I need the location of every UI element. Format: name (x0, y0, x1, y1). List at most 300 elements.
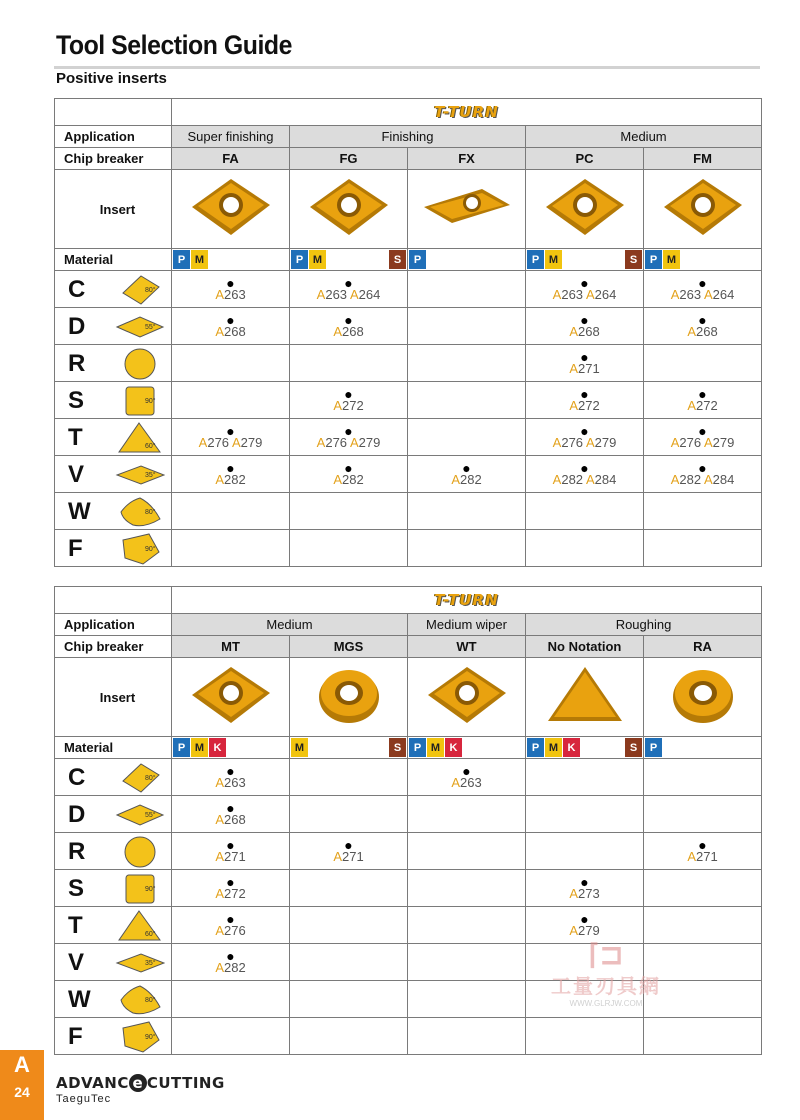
shape-letter: D (68, 801, 86, 828)
shape-f-icon (115, 1020, 165, 1054)
material-badge-m: M (309, 250, 326, 269)
material-badge-p: P (291, 250, 308, 269)
shape-angle-label: 35° (145, 472, 156, 479)
material-badge-p: P (409, 738, 426, 757)
application-header: Super finishing (172, 126, 290, 148)
chip-breaker-header: FX (408, 148, 526, 170)
reference-cell (526, 833, 644, 870)
reference-cell (172, 345, 290, 382)
reference-cell[interactable] (526, 870, 644, 907)
shape-s-icon (115, 872, 165, 906)
page-references[interactable] (526, 473, 643, 486)
page-reference-link[interactable]: A276 (316, 434, 348, 450)
page-reference-link[interactable]: A276 (198, 434, 230, 450)
page-references[interactable] (644, 436, 761, 449)
watermark (536, 940, 676, 1008)
table-row (55, 493, 762, 530)
reference-cell (290, 759, 408, 796)
reference-cell[interactable] (644, 419, 762, 456)
watermark-text: 工量刃具網 (551, 976, 661, 998)
availability-dot-icon: ● (580, 459, 589, 476)
page-references[interactable] (644, 850, 761, 863)
material-badge-s: S (625, 250, 642, 269)
insert-image-cell (290, 658, 408, 737)
table-row (55, 530, 762, 567)
reference-cell (644, 796, 762, 833)
round-hole-insert-icon (658, 663, 748, 727)
material-badge-m: M (191, 738, 208, 757)
page-reference-link[interactable]: A263 (670, 286, 702, 302)
reference-cell (526, 493, 644, 530)
page-reference-link[interactable]: A272 (215, 885, 246, 901)
page-references[interactable] (290, 399, 407, 412)
reference-cell (408, 382, 526, 419)
availability-dot-icon: ● (580, 385, 589, 402)
reference-cell (644, 493, 762, 530)
page-references[interactable] (172, 325, 289, 338)
shape-letter: T (68, 912, 83, 939)
availability-dot-icon: ● (344, 274, 353, 291)
page-reference-link[interactable]: A276 (215, 922, 246, 938)
round-hole-insert-icon (304, 663, 394, 727)
page-references[interactable] (172, 436, 289, 449)
availability-dot-icon: ● (226, 910, 235, 927)
material-badge-p: P (527, 738, 544, 757)
availability-dot-icon: ● (226, 947, 235, 964)
shape-angle-label: 80° (145, 997, 156, 1004)
material-badge-m: M (191, 250, 208, 269)
reference-cell[interactable] (172, 796, 290, 833)
page-reference-link[interactable]: A263 (316, 286, 348, 302)
page-reference-link[interactable]: A282 (215, 959, 246, 975)
reference-cell[interactable] (290, 456, 408, 493)
material-badge-p: P (173, 738, 190, 757)
material-cell (172, 249, 290, 271)
page-number: 24 (14, 1084, 30, 1100)
reference-cell[interactable] (526, 419, 644, 456)
shape-angle-label: 80° (145, 775, 156, 782)
shape-letter: S (68, 387, 85, 414)
material-badge-s: S (389, 250, 406, 269)
shape-s-icon (115, 384, 165, 418)
page-reference-link[interactable]: A271 (687, 848, 718, 864)
table-row (55, 456, 762, 493)
logo-e-icon: e (129, 1074, 147, 1092)
availability-dot-icon: ● (580, 274, 589, 291)
chip-breaker-header: FA (172, 148, 290, 170)
chip-breaker-header: MGS (290, 636, 408, 658)
page-reference-link[interactable]: A276 (670, 434, 702, 450)
shape-letter: W (68, 498, 91, 525)
page-references[interactable] (290, 473, 407, 486)
material-label: Material (55, 249, 172, 271)
material-badge-k: K (209, 738, 226, 757)
shape-cell (55, 870, 172, 907)
availability-dot-icon: ● (226, 311, 235, 328)
material-cell (290, 737, 408, 759)
reference-cell (644, 530, 762, 567)
reference-cell[interactable] (172, 833, 290, 870)
reference-cell[interactable] (172, 907, 290, 944)
shape-cell (55, 796, 172, 833)
page-reference-link[interactable]: A282 (552, 471, 584, 487)
page-reference-link[interactable]: A272 (333, 397, 364, 413)
page-references[interactable] (290, 325, 407, 338)
reference-cell (408, 1018, 526, 1055)
page-reference-link[interactable]: A284 (703, 471, 735, 487)
availability-dot-icon: ● (226, 762, 235, 779)
material-badge-s: S (625, 738, 642, 757)
page-references[interactable] (408, 473, 525, 486)
availability-dot-icon: ● (580, 311, 589, 328)
chip-breaker-header: FG (290, 148, 408, 170)
reference-cell[interactable] (172, 759, 290, 796)
page-references[interactable] (526, 362, 643, 375)
page-references[interactable] (644, 288, 761, 301)
page-references[interactable] (644, 399, 761, 412)
page-reference-link[interactable]: A268 (215, 811, 246, 827)
page-reference-link[interactable]: A279 (231, 434, 263, 450)
shape-d-icon (115, 798, 165, 832)
page-references[interactable] (172, 813, 289, 826)
page-reference-link[interactable]: A273 (569, 885, 600, 901)
availability-dot-icon: ● (698, 836, 707, 853)
material-cell (172, 737, 290, 759)
shape-angle-label: 55° (145, 812, 156, 819)
page-reference-link[interactable]: A282 (333, 471, 364, 487)
material-badge-m: M (291, 738, 308, 757)
shape-angle-label: 90° (145, 398, 156, 405)
page-reference-link[interactable]: A279 (569, 922, 600, 938)
reference-cell[interactable] (290, 308, 408, 345)
chip-breaker-label: Chip breaker (55, 148, 172, 170)
page-references[interactable] (172, 288, 289, 301)
reference-cell[interactable] (172, 271, 290, 308)
shape-v-icon (115, 946, 165, 980)
availability-dot-icon: ● (344, 459, 353, 476)
shape-cell (55, 308, 172, 345)
shape-cell (55, 382, 172, 419)
insert-label: Insert (55, 170, 172, 249)
reference-cell[interactable] (644, 308, 762, 345)
reference-cell[interactable] (172, 419, 290, 456)
material-badge-p: P (409, 250, 426, 269)
brand-cell (172, 587, 762, 614)
page-references[interactable] (172, 776, 289, 789)
material-label: Material (55, 737, 172, 759)
page-references[interactable] (408, 776, 525, 789)
availability-dot-icon: ● (580, 910, 589, 927)
page-references[interactable] (172, 924, 289, 937)
page-reference-link[interactable]: A279 (585, 434, 617, 450)
square-hole-insert-icon (186, 175, 276, 239)
page-references[interactable] (172, 887, 289, 900)
insert-image-cell (526, 658, 644, 737)
reference-cell (408, 493, 526, 530)
shape-angle-label: 35° (145, 960, 156, 967)
reference-cell (408, 870, 526, 907)
availability-dot-icon: ● (344, 311, 353, 328)
material-cell (526, 249, 644, 271)
reference-cell (526, 759, 644, 796)
reference-cell (644, 870, 762, 907)
page-reference-link[interactable]: A276 (552, 434, 584, 450)
page-reference-link[interactable]: A272 (687, 397, 718, 413)
page-references[interactable] (526, 288, 643, 301)
shape-cell (55, 419, 172, 456)
page-references[interactable] (172, 961, 289, 974)
reference-cell (290, 944, 408, 981)
triangle-insert-icon (540, 663, 630, 727)
material-badge-k: K (563, 738, 580, 757)
reference-cell (408, 907, 526, 944)
availability-dot-icon: ● (344, 385, 353, 402)
shape-angle-label: 60° (145, 443, 156, 450)
page-references[interactable] (526, 887, 643, 900)
shape-cell (55, 1018, 172, 1055)
insert-image-cell (290, 170, 408, 249)
page-references[interactable] (644, 473, 761, 486)
availability-dot-icon: ● (462, 762, 471, 779)
application-header: Medium (526, 126, 762, 148)
shape-letter: D (68, 313, 86, 340)
page-reference-link[interactable]: A271 (215, 848, 246, 864)
shape-v-icon (115, 458, 165, 492)
material-cell (408, 737, 526, 759)
application-label: Application (55, 614, 172, 636)
reference-cell[interactable] (290, 419, 408, 456)
reference-cell[interactable] (526, 345, 644, 382)
material-badge-p: P (645, 250, 662, 269)
reference-cell[interactable] (644, 382, 762, 419)
availability-dot-icon: ● (698, 459, 707, 476)
chip-breaker-header: WT (408, 636, 526, 658)
square-hole-insert-icon (186, 663, 276, 727)
reference-cell (172, 382, 290, 419)
reference-cell[interactable] (644, 271, 762, 308)
insert-image-cell (526, 170, 644, 249)
reference-cell (644, 907, 762, 944)
square-hole-insert-icon (658, 175, 748, 239)
material-badge-p: P (527, 250, 544, 269)
material-badge-s: S (389, 738, 406, 757)
reference-cell (526, 1018, 644, 1055)
reference-cell[interactable] (526, 382, 644, 419)
shape-t-icon (115, 909, 165, 943)
reference-cell[interactable] (644, 833, 762, 870)
reference-cell[interactable] (290, 833, 408, 870)
shape-letter: S (68, 875, 85, 902)
page-reference-link[interactable]: A264 (703, 286, 735, 302)
shape-cell (55, 345, 172, 382)
availability-dot-icon: ● (698, 422, 707, 439)
reference-cell (290, 345, 408, 382)
shape-w-icon (115, 983, 165, 1017)
shape-angle-label: 60° (145, 931, 156, 938)
material-badge-m: M (663, 250, 680, 269)
diamond-hole-insert-icon (422, 175, 512, 239)
insert-image-cell (408, 658, 526, 737)
brand-logo: T-TURN (434, 102, 499, 121)
reference-cell (172, 530, 290, 567)
shape-cell (55, 833, 172, 870)
section-tab (0, 1050, 44, 1120)
square-hole-insert-icon (540, 175, 630, 239)
reference-cell[interactable] (408, 759, 526, 796)
page-references[interactable] (526, 399, 643, 412)
square-hole-insert-icon (304, 175, 394, 239)
shape-letter: R (68, 838, 86, 865)
page-references[interactable] (526, 924, 643, 937)
reference-cell (290, 1018, 408, 1055)
application-header: Roughing (526, 614, 762, 636)
reference-cell (290, 870, 408, 907)
reference-cell (408, 530, 526, 567)
application-label: Application (55, 126, 172, 148)
shape-d-icon (115, 310, 165, 344)
reference-cell[interactable] (172, 308, 290, 345)
reference-cell[interactable] (172, 456, 290, 493)
reference-cell (644, 345, 762, 382)
page-reference-link[interactable]: A282 (215, 471, 246, 487)
page-reference-link[interactable]: A282 (670, 471, 702, 487)
reference-cell[interactable] (290, 271, 408, 308)
page-reference-link[interactable]: A268 (333, 323, 364, 339)
reference-cell (408, 944, 526, 981)
shape-letter: R (68, 350, 86, 377)
shape-cell (55, 981, 172, 1018)
chip-breaker-header: PC (526, 148, 644, 170)
page-reference-link[interactable]: A272 (569, 397, 600, 413)
shape-r-icon (115, 835, 165, 869)
blank-corner-cell (55, 99, 172, 126)
page-reference-link[interactable]: A268 (569, 323, 600, 339)
reference-cell (644, 1018, 762, 1055)
shape-cell (55, 907, 172, 944)
page-references[interactable] (290, 436, 407, 449)
reference-cell[interactable] (644, 456, 762, 493)
availability-dot-icon: ● (698, 385, 707, 402)
material-cell (644, 249, 762, 271)
shape-cell (55, 493, 172, 530)
reference-cell[interactable] (172, 870, 290, 907)
application-header: Finishing (290, 126, 526, 148)
table-row (55, 382, 762, 419)
page-reference-link[interactable]: A263 (552, 286, 584, 302)
table-row (55, 907, 762, 944)
reference-cell (408, 308, 526, 345)
page-reference-link[interactable]: A263 (215, 774, 246, 790)
insert-image-cell (644, 658, 762, 737)
table-row (55, 759, 762, 796)
page-reference-link[interactable]: A282 (451, 471, 482, 487)
shape-letter: V (68, 949, 85, 976)
material-badge-p: P (173, 250, 190, 269)
availability-dot-icon: ● (580, 422, 589, 439)
page-references[interactable] (290, 288, 407, 301)
reference-cell[interactable] (526, 907, 644, 944)
availability-dot-icon: ● (226, 799, 235, 816)
material-badge-m: M (545, 250, 562, 269)
page-reference-link[interactable]: A264 (349, 286, 381, 302)
page-reference-link[interactable]: A271 (333, 848, 364, 864)
page-reference-link[interactable]: A263 (451, 774, 482, 790)
shape-f-icon (115, 532, 165, 566)
shape-t-icon (115, 421, 165, 455)
table-row (55, 796, 762, 833)
availability-dot-icon: ● (580, 348, 589, 365)
page-references[interactable] (172, 850, 289, 863)
page-reference-link[interactable]: A279 (349, 434, 381, 450)
reference-cell[interactable] (526, 308, 644, 345)
page-references[interactable] (290, 850, 407, 863)
page-reference-link[interactable]: A264 (585, 286, 617, 302)
page-references[interactable] (526, 436, 643, 449)
shape-letter: F (68, 535, 83, 562)
availability-dot-icon: ● (580, 873, 589, 890)
page-reference-link[interactable]: A271 (569, 360, 600, 376)
page-reference-link[interactable]: A279 (703, 434, 735, 450)
reference-cell[interactable] (172, 944, 290, 981)
material-cell (644, 737, 762, 759)
reference-cell (408, 271, 526, 308)
insert-image-cell (644, 170, 762, 249)
page-reference-link[interactable]: A263 (215, 286, 246, 302)
availability-dot-icon: ● (344, 836, 353, 853)
brand-cell (172, 99, 762, 126)
material-cell (408, 249, 526, 271)
watermark-url: WWW.GLRJW.COM (569, 999, 643, 1008)
reference-cell (290, 493, 408, 530)
availability-dot-icon: ● (462, 459, 471, 476)
logo-text-left: ADVANC (56, 1074, 129, 1092)
reference-cell (172, 1018, 290, 1055)
reference-cell[interactable] (526, 271, 644, 308)
page-reference-link[interactable]: A268 (215, 323, 246, 339)
page-references[interactable] (526, 325, 643, 338)
application-header: Medium wiper (408, 614, 526, 636)
shape-letter: F (68, 1023, 83, 1050)
chip-breaker-header: RA (644, 636, 762, 658)
page-reference-link[interactable]: A284 (585, 471, 617, 487)
shape-angle-label: 90° (145, 1034, 156, 1041)
reference-cell[interactable] (290, 382, 408, 419)
table-row (55, 308, 762, 345)
page-reference-link[interactable]: A268 (687, 323, 718, 339)
availability-dot-icon: ● (226, 422, 235, 439)
reference-cell (408, 345, 526, 382)
material-badge-p: P (645, 738, 662, 757)
material-cell (290, 249, 408, 271)
footer-logo (56, 1074, 225, 1092)
availability-dot-icon: ● (226, 836, 235, 853)
availability-dot-icon: ● (226, 873, 235, 890)
reference-cell[interactable] (526, 456, 644, 493)
reference-cell (290, 907, 408, 944)
insert-image-cell (172, 170, 290, 249)
table-row (55, 833, 762, 870)
shape-angle-label: 55° (145, 324, 156, 331)
reference-cell (526, 530, 644, 567)
availability-dot-icon: ● (226, 459, 235, 476)
reference-cell (172, 981, 290, 1018)
table-row (55, 271, 762, 308)
shape-letter: T (68, 424, 83, 451)
material-badge-m: M (545, 738, 562, 757)
page-references[interactable] (644, 325, 761, 338)
reference-cell[interactable] (408, 456, 526, 493)
page-references[interactable] (172, 473, 289, 486)
